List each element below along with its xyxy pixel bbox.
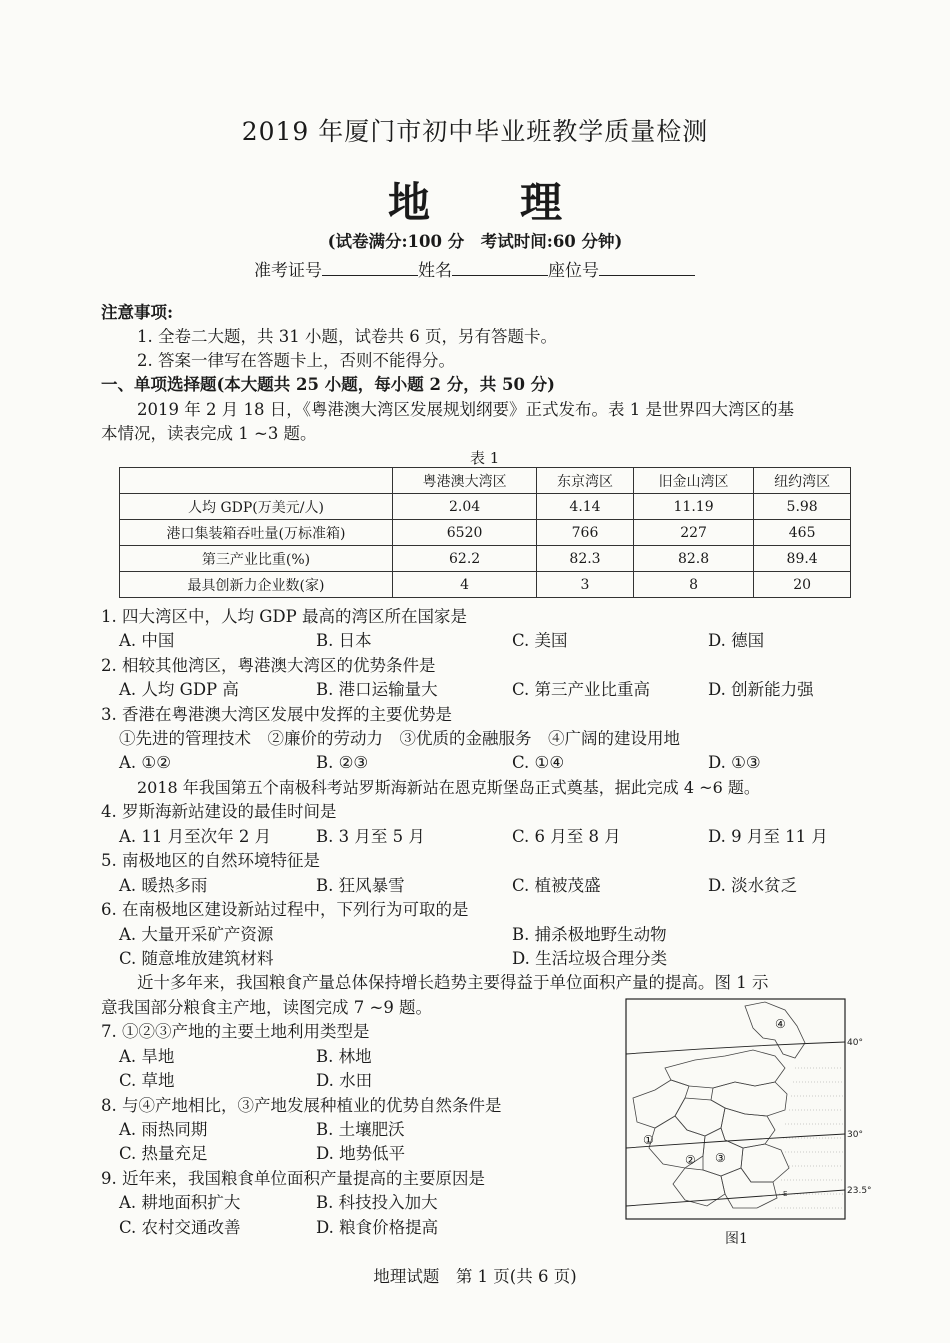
table-cell: 4.14 xyxy=(537,494,634,520)
seat-blank[interactable] xyxy=(599,260,695,276)
question-stem: 4. 罗斯海新站建设的最佳时间是 xyxy=(101,802,337,821)
intro-text: 2019 年 2 月 18 日，《粤港澳大湾区发展规划纲要》正式发布。表 1 是世界四大湾区的基 xyxy=(137,400,794,419)
lat-30-label: 30° xyxy=(847,1130,863,1140)
table-cell: 11.19 xyxy=(633,494,753,520)
table-cell: 89.4 xyxy=(754,546,851,572)
question-stem: 1. 四大湾区中，人均 GDP 最高的湾区所在国家是 xyxy=(101,607,467,626)
option[interactable]: C. 美国 xyxy=(512,631,568,650)
lat-23-label: 23.5° xyxy=(847,1186,872,1196)
option[interactable]: A. 人均 GDP 高 xyxy=(119,680,239,699)
option[interactable]: D. ①③ xyxy=(708,753,761,772)
option[interactable]: B. ②③ xyxy=(316,753,369,772)
option[interactable]: D. 9 月至 11 月 xyxy=(708,827,828,846)
option[interactable]: B. 日本 xyxy=(316,631,372,650)
option[interactable]: A. 中国 xyxy=(119,631,175,650)
option[interactable]: B. 狂风暴雪 xyxy=(316,876,405,895)
map-marker-2: ② xyxy=(685,1153,696,1167)
option[interactable]: C. 第三产业比重高 xyxy=(512,680,651,699)
option[interactable]: A. 11 月至次年 2 月 xyxy=(119,827,272,846)
table-cell: 3 xyxy=(537,572,634,598)
table-cell: 82.3 xyxy=(537,546,634,572)
option[interactable]: C. 植被茂盛 xyxy=(512,876,601,895)
option[interactable]: A. 雨热同期 xyxy=(119,1120,208,1139)
table-header-cell: 纽约湾区 xyxy=(754,468,851,494)
table-header-cell xyxy=(120,468,393,494)
subject-title xyxy=(0,170,950,230)
option[interactable]: B. 捕杀极地野生动物 xyxy=(512,925,667,944)
name-label: 姓名 xyxy=(418,261,452,281)
bay-area-table xyxy=(119,467,851,598)
question-stem: 9. 近年来，我国粮食单位面积产量提高的主要原因是 xyxy=(101,1169,485,1188)
option[interactable]: D. 地势低平 xyxy=(316,1144,406,1163)
option[interactable]: C. 6 月至 8 月 xyxy=(512,827,621,846)
table-row xyxy=(120,520,851,546)
figure1-caption: 图1 xyxy=(725,1231,748,1247)
map-marker-4: ④ xyxy=(775,1017,786,1031)
map-marker-e: E xyxy=(783,1190,788,1198)
map-marker-1: ① xyxy=(643,1133,654,1147)
question-stem: 3. 香港在粤港澳大湾区发展中发挥的主要优势是 xyxy=(101,705,452,724)
table-cell: 465 xyxy=(754,520,851,546)
option[interactable]: B. 林地 xyxy=(316,1047,372,1066)
option[interactable]: B. 港口运输量大 xyxy=(316,680,438,699)
table-cell: 港口集装箱吞吐量(万标准箱) xyxy=(120,520,393,546)
table-cell: 82.8 xyxy=(633,546,753,572)
note-item: 1. 全卷二大题，共 31 小题，试卷共 6 页，另有答题卡。 xyxy=(137,327,557,346)
option[interactable]: B. 3 月至 5 月 xyxy=(316,827,425,846)
map-frame xyxy=(626,999,845,1219)
option[interactable]: A. ①② xyxy=(119,753,171,772)
option[interactable]: C. 草地 xyxy=(119,1071,175,1090)
section-heading: 一、单项选择题(本大题共 25 小题，每小题 2 分，共 50 分) xyxy=(101,375,555,394)
table-row xyxy=(120,494,851,520)
option[interactable]: A. 大量开采矿产资源 xyxy=(119,925,274,944)
option[interactable]: A. 旱地 xyxy=(119,1047,175,1066)
table-cell: 62.2 xyxy=(393,546,537,572)
table-caption: 表 1 xyxy=(470,449,500,467)
question-stem: 6. 在南极地区建设新站过程中，下列行为可取的是 xyxy=(101,900,469,919)
option[interactable]: C. 农村交通改善 xyxy=(119,1218,241,1237)
option[interactable]: A. 耕地面积扩大 xyxy=(119,1193,241,1212)
option[interactable]: C. 随意堆放建筑材料 xyxy=(119,949,274,968)
name-blank[interactable] xyxy=(452,260,548,276)
table-cell: 8 xyxy=(633,572,753,598)
table-header-cell: 旧金山湾区 xyxy=(633,468,753,494)
id-label: 准考证号 xyxy=(254,261,322,281)
subject-char-2: 理 xyxy=(520,178,563,227)
option[interactable]: D. 水田 xyxy=(316,1071,373,1090)
table-cell: 20 xyxy=(754,572,851,598)
question-stem: 2. 相较其他湾区，粤港澳大湾区的优势条件是 xyxy=(101,656,436,675)
table-cell: 766 xyxy=(537,520,634,546)
intro-text: 近十多年来，我国粮食产量总体保持增长趋势主要得益于单位面积产量的提高。图 1 示 xyxy=(137,973,769,992)
table-cell: 4 xyxy=(393,572,537,598)
option[interactable]: D. 创新能力强 xyxy=(708,680,814,699)
figure1-map xyxy=(625,998,872,1220)
question-choices: ①先进的管理技术 ②廉价的劳动力 ③优质的金融服务 ④广阔的建设用地 xyxy=(119,729,680,748)
option[interactable]: C. 热量充足 xyxy=(119,1144,208,1163)
table-header-row xyxy=(120,468,851,494)
intro-text: 2018 年我国第五个南极科考站罗斯海新站在恩克斯堡岛正式奠基，据此完成 4 ~6 题。 xyxy=(137,778,760,797)
question-stem: 8. 与④产地相比，③产地发展种植业的优势自然条件是 xyxy=(101,1096,502,1115)
table-header-cell: 东京湾区 xyxy=(537,468,634,494)
exam-info: (试卷满分:100 分 考试时间:60 分钟) xyxy=(327,232,623,251)
table-row xyxy=(120,572,851,598)
table-cell: 最具创新力企业数(家) xyxy=(120,572,393,598)
candidate-info-line xyxy=(254,256,695,281)
option[interactable]: B. 科技投入加大 xyxy=(316,1193,438,1212)
table-cell: 人均 GDP(万美元/人) xyxy=(120,494,393,520)
lat-40-label: 40° xyxy=(847,1038,863,1048)
table-cell: 2.04 xyxy=(393,494,537,520)
intro-text: 意我国部分粮食主产地，读图完成 7 ~9 题。 xyxy=(101,998,433,1017)
option[interactable]: D. 淡水贫乏 xyxy=(708,876,798,895)
table-row xyxy=(120,546,851,572)
seat-label: 座位号 xyxy=(548,261,599,281)
exam-title: 2019 年厦门市初中毕业班教学质量检测 xyxy=(241,117,709,146)
subject-char-1: 地 xyxy=(387,178,430,227)
option[interactable]: C. ①④ xyxy=(512,753,565,772)
map-marker-3: ③ xyxy=(715,1151,726,1165)
table-cell: 第三产业比重(%) xyxy=(120,546,393,572)
page-footer: 地理试题 第 1 页(共 6 页) xyxy=(373,1267,577,1286)
note-item: 2. 答案一律写在答题卡上，否则不能得分。 xyxy=(137,351,455,370)
question-stem: 7. ①②③产地的主要土地利用类型是 xyxy=(101,1022,370,1041)
table-cell: 6520 xyxy=(393,520,537,546)
option[interactable]: A. 暖热多雨 xyxy=(119,876,208,895)
intro-text: 本情况，读表完成 1 ~3 题。 xyxy=(101,424,317,443)
option[interactable]: D. 德国 xyxy=(708,631,765,650)
option[interactable]: D. 生活垃圾合理分类 xyxy=(512,949,668,968)
option[interactable]: D. 粮食价格提高 xyxy=(316,1218,439,1237)
table-cell: 227 xyxy=(633,520,753,546)
notes-heading: 注意事项: xyxy=(101,303,174,322)
option[interactable]: B. 土壤肥沃 xyxy=(316,1120,405,1139)
question-stem: 5. 南极地区的自然环境特征是 xyxy=(101,851,320,870)
table-header-cell: 粤港澳大湾区 xyxy=(393,468,537,494)
id-blank[interactable] xyxy=(322,260,418,276)
table-cell: 5.98 xyxy=(754,494,851,520)
